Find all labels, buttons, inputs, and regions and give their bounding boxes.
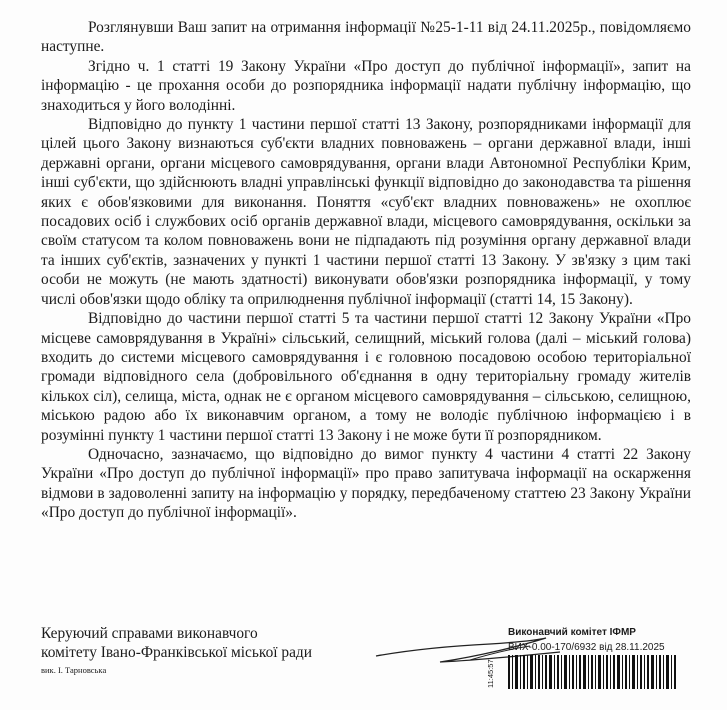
signature-block [41,624,371,675]
paragraph-mayor-status: Відповідно до частини першої статті 5 та частини першої статті 12 Закону України «Про місцеве самоврядування в Україні» сільський, селищний, міський голова (далі – міський голова) входить до системи місцевого самоврядування і є головною посадовою особою територіальної громади відповідного села (добровільного об'єднання в одну територіальну громаду жителів кількох сіл), селища, міста, однак не є органом місцевого самоврядування – сільською, селищною, міською радою або їх виконавчим органом, а тому не володіє публічною інформацією і в розумінні пункту 1 частини першої статті 13 Закону і не може бути її розпорядником. [41,310,691,444]
stamp-title: Виконавчий комітет ІФМР [508,627,636,638]
barcode-icon [508,655,676,689]
paragraph-law-article-19: Згідно ч. 1 статті 19 Закону України «Про доступ до публічної інформації», запит на інформацію - це прохання особи до розпорядника інформації надати публічну інформацію, що знаходиться у його володінні. [41,57,691,114]
signatory-position-line1: Керуючий справами виконавчого [41,625,258,642]
paragraph-request: Розглянувши Ваш запит на отримання інформації №25-1-11 від 24.11.2025р., повідомляємо наступне. [41,19,691,56]
signatory-position-line2: комітету Івано-Франківської міської ради [41,644,313,661]
paragraph-article-13: Відповідно до пункту 1 частини першої статті 13 Закону, розпорядниками інформації для цілей цього Закону визнаються суб'єкти владних повноважень – органи державної влади, інші державні органи, органи місцевого самоврядування, органи влади Автономної Республіки Крим, інші суб'єкти, що здійснюють владні управлінські функції відповідно до законодавства та рішення яких є обов'язковими для виконання. Поняття «суб'єкт владних повноважень» не охоплює посадових осіб і службових осіб органів державної влади, місцевого самоврядування, оскільки за своїм статусом та колом повноважень вони не підпадають під розуміння органу державної влади та інших суб'єктів, зазначених у пункті 1 частини першої статті 13 Закону. У зв'язку з цим такі особи не можуть (не мають здатності) виконувати обов'язки розпорядника інформації, у тому числі обов'язки щодо обліку та оприлюднення публічної інформації (статті 14, 15 Закону). [41,116,691,308]
registration-stamp [500,625,680,693]
registration-time: 11:45:57 [486,659,495,688]
stamp-registration-number: ВИХ-0.00-170/6932 від 28.11.2025 [508,642,665,653]
executor-name: вик. І. Тарновська [41,665,107,675]
paragraph-appeal-right: Одночасно, зазначаємо, що відповідно до вимог пункту 4 частини 4 статті 22 Закону України «Про доступ до публічної інформації» про право запитувача інформації на оскарження відмови в задоволенні запиту на інформацію у порядку, передбаченому статтею 23 Закону України «Про доступ до публічної інформації». [41,445,691,522]
letter-body [41,18,691,523]
